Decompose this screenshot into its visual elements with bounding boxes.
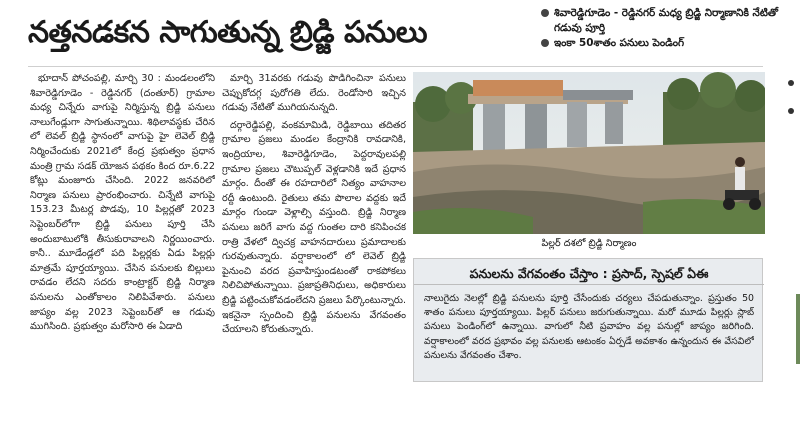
adjacent-article-edge [780,64,800,421]
quote-box-body: నాలుగైదు నెలల్లో బ్రిడ్జి పనులను పూర్తి చేసేందుకు చర్యలు చేపడుతున్నాం. ప్రస్తుతం 50 శాతం పనులు పూర్తయ్యాయి. పిల్లర్ పనులు జరుగుతున్నాయి. మరో మూడు పిల్లర్లు స్లాబ్ పనులు పెండింగ్‌లో ఉన్నాయి. వాగులో నీటి ప్రవాహం వల్ల పనుల్లో జాప్యం జరిగింది. వర్షాకాలంలో వరద ప్రభావం వల్ల పనులకు ఆటంకం ఏర్పడే అవకాశం ఉన్నందున ఈ వేసవిలో పనులను వేగవంతం చేశాం. [424,293,754,361]
article-paragraph: దర్గారెడ్డిపల్లి, వంకమామిడి, రెడ్డిబాయి తదితర గ్రామాల ప్రజలు మండల కేంద్రానికి రావడానికి, ఇంద్రియాల, శివారెడ్డిగూడెం, పెద్దరావులపల్లి గ్రామాల ప్రజలు చౌటుప్పల్ వెళ్లడానికి ఇదే ప్రధాన మార్గం. దీంతో ఈ రహదారిలో నిత్యం వాహనాల రద్దీ ఉంటుంది. రైతులు తమ పొలాల వద్దకు ఇదే మార్గం గుండా వెళ్లాల్సి వస్తుంది. బ్రిడ్జి నిర్మాణ పనులు జరిగే వాగు వద్ద గుంతల దారి కనిపించక రాత్రి వేళలో ద్విచక్ర వాహనదారులు ప్రమాదాలకు గురవుతున్నారు. వర్షాకాలంలో లో లెవెల్ బ్రిడ్జి పైనుంచి వరద ప్రవాహిస్తుండటంతో రాకపోకలు నిలిచిపోతున్నాయి. ప్రజాప్రతినిధులు, అధికారులు బ్రిడ్జి పట్టించుకోవడంలేదని ప్రజలు పేర్కొంటున్నారు. ఇకనైనా స్పందించి బ్రిడ్జి పనులను వేగవంతం చేయాలని కోరుతున్నారు. [222,119,406,336]
highlight-bullets [538,6,800,68]
adjacent-photo-edge [796,294,800,364]
bullet-dot-icon [788,80,794,86]
quote-box-title: పనులను వేగవంతం చేస్తాం : ప్రసాద్, స్పెషల్ ఏఈ [414,263,764,285]
article-column-2 [222,72,406,417]
bullet-text: ఇంకా 50శాతం పనులు పెండింగ్ [554,37,685,49]
article-paragraph: మార్చి 31వరకు గడువు పొడిగించినా పనులు చెప్పుకోదగ్గ పురోగతి లేదు. రెండోసారి ఇచ్చిన గడువు నేటితో ముగియనున్నది. [222,73,406,114]
bullet-dot-icon [541,9,549,17]
headline: నత్తనడకన సాగుతున్న బ్రిడ్జి పనులు [28,15,427,50]
bridge-construction-photo [413,72,765,234]
article-column-1 [30,72,215,417]
bullet-text: శివారెడ్డిగూడెం - రెడ్డినగర్ మధ్య బ్రిడ్జి నిర్మాణానికి నేటితో గడువు పూర్తి [554,7,778,34]
header-divider [28,66,763,67]
quote-box [413,258,763,382]
bullet-item [538,36,800,51]
article-paragraph: భూదాన్ పోచంపల్లి, మార్చి 30 : మండలంలోని శివారెడ్డిగూడెం - రెడ్డినగర్ (దంతూర్) గ్రామాల మధ్య చిన్నేరు వాగుపై నిర్మిస్తున్న బ్రిడ్జి పనులు నాలుగేండ్లుగా సాగుతున్నాయి. శిథిలావస్థకు చేరిన లో లెవల్ బ్రిడ్జి స్థానంలో వాగుపై హై లెవెల్ బ్రిడ్జి నిర్మించేందుకు 2021లో కేంద్ర ప్రభుత్వం ప్రధాన మంత్రి గ్రామ సడక్ యోజన పథకం కింద రూ.6.22 కోట్లు మంజూరు చేసింది. 2022 జనవరిలో నిర్మాణ పనులు ప్రారంభించారు. చిన్నేటి వాగుపై 153.23 మీటర్ల పొడవు, 10 పిల్లర్లతో 2023 సెప్టెంబర్‌లోగా బ్రిడ్జి పనులు పూర్తి చేసి అందుబాటులోకి తీసుకురావాలని నిర్ణయించారు. కానీ.. మూడేండ్లలో పది పిల్లర్లకు ఏడు పిల్లర్లు మాత్రమే పూర్తయ్యాయి. చేసిన పనులకు బిల్లులు రావడం లేదని సదరు కాంట్రాక్టర్ బ్రిడ్జి నిర్మాణ పనులను ఎంతోకాలం నిలిపివేశారు. పనులు జాప్యం వల్ల 2023 సెప్టెంబర్‌తో ఆ గడువు ముగిసింది. ప్రభుత్వం మరోసారి ఈ ఏడాది [30,73,215,333]
bullet-dot-icon [541,39,549,47]
bullet-item [538,6,800,36]
photo-caption: పిల్లర్ దశలో బ్రిడ్జి నిర్మాణం [541,238,637,249]
bullet-dot-icon [788,108,794,114]
